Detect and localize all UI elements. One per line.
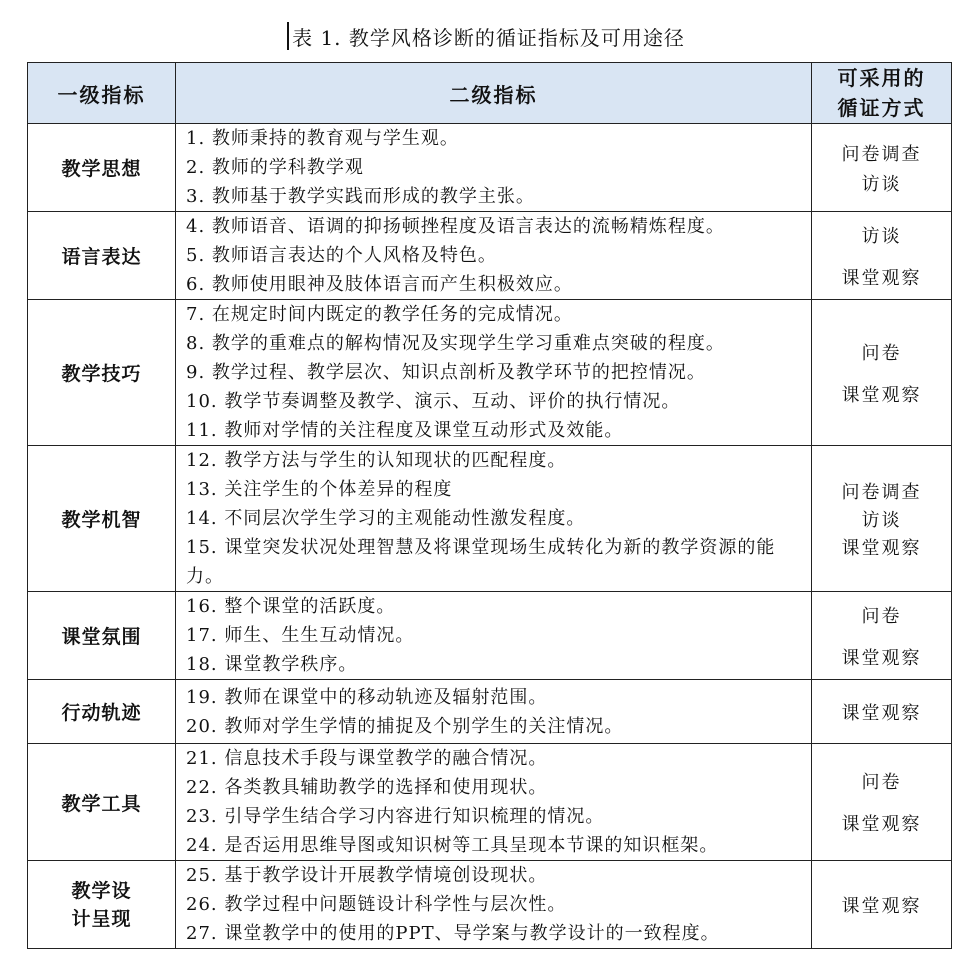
level2-cell: [176, 212, 812, 300]
indicator-item: 5. 教师语言表达的个人风格及特色。: [186, 245, 497, 266]
level1-cell: [28, 861, 176, 949]
method-item: 课堂观察: [841, 814, 922, 835]
level1-cell: 教学机智: [28, 446, 176, 592]
table-row: [28, 124, 952, 212]
method-item: 访谈: [861, 509, 902, 531]
indicator-item: 21. 信息技术手段与课堂教学的融合情况。: [186, 748, 548, 769]
indicator-item: 27. 课堂教学中的使用的PPT、导学案与教学设计的一致程度。: [186, 923, 720, 944]
indicator-item: 25. 基于教学设计开展教学情境创设现状。: [186, 865, 548, 886]
table-row: [28, 744, 952, 861]
text-cursor: [287, 22, 289, 50]
indicator-item: 23. 引导学生结合学习内容进行知识梳理的情况。: [186, 806, 605, 827]
method-item: 课堂观察: [841, 647, 922, 669]
table-row: [28, 300, 952, 446]
header-level1: 一级指标: [28, 63, 176, 124]
method-item: 访谈: [861, 225, 902, 247]
header-row: [28, 63, 952, 124]
header-method-line2: 循证方式: [837, 96, 926, 120]
indicator-item: 19. 教师在课堂中的移动轨迹及辐射范围。: [186, 686, 548, 708]
level1-cell: 课堂氛围: [28, 592, 176, 680]
method-cell: [812, 744, 952, 861]
method-item: 问卷: [861, 772, 902, 793]
method-item: 课堂观察: [841, 537, 922, 559]
indicator-item: 20. 教师对学生学情的捕捉及个别学生的关注情况。: [186, 715, 624, 737]
method-cell: [812, 446, 952, 592]
level2-cell: [176, 300, 812, 446]
indicator-item: 12. 教学方法与学生的认知现状的匹配程度。: [186, 450, 567, 471]
level2-cell: [176, 861, 812, 949]
method-item: 问卷: [861, 605, 902, 627]
method-item: 问卷调查: [841, 481, 922, 503]
indicator-item: 11. 教师对学情的关注程度及课堂互动形式及效能。: [186, 420, 624, 441]
level2-cell: [176, 124, 812, 212]
table-row: [28, 592, 952, 680]
level2-cell: [176, 592, 812, 680]
method-cell: [812, 680, 952, 744]
indicator-item: 10. 教学节奏调整及教学、演示、互动、评价的执行情况。: [186, 391, 681, 412]
indicator-item: 16. 整个课堂的活跃度。: [186, 596, 396, 617]
level2-cell: [176, 446, 812, 592]
method-item: 课堂观察: [841, 895, 922, 917]
level1-cell: 语言表达: [28, 212, 176, 300]
level1-cell: 教学技巧: [28, 300, 176, 446]
indicator-table: [27, 62, 952, 949]
indicator-item: 24. 是否运用思维导图或知识树等工具呈现本节课的知识框架。: [186, 835, 719, 856]
method-cell: [812, 861, 952, 949]
method-cell: [812, 300, 952, 446]
level2-cell: [176, 680, 812, 744]
indicator-item: 26. 教学过程中问题链设计科学性与层次性。: [186, 894, 567, 915]
indicator-item: 17. 师生、生生互动情况。: [186, 625, 415, 646]
level1-line: 计呈现: [71, 907, 132, 930]
indicator-item: 9. 教学过程、教学层次、知识点剖析及教学环节的把控情况。: [186, 362, 706, 383]
level1-line: 教学设: [71, 879, 132, 902]
method-item: 问卷调查: [841, 143, 922, 165]
level1-cell: 教学思想: [28, 124, 176, 212]
caption-text: 表 1. 教学风格诊断的循证指标及可用途径: [292, 25, 685, 50]
method-item: 课堂观察: [841, 384, 922, 406]
table-row: [28, 212, 952, 300]
indicator-item: 8. 教学的重难点的解构情况及实现学生学习重难点突破的程度。: [186, 333, 725, 354]
indicator-item: 6. 教师使用眼神及肢体语言而产生积极效应。: [186, 274, 573, 295]
method-item: 课堂观察: [841, 267, 922, 289]
level1-cell: 行动轨迹: [28, 680, 176, 744]
header-level2: 二级指标: [176, 63, 812, 124]
indicator-item: 4. 教师语音、语调的抑扬顿挫程度及语言表达的流畅精炼程度。: [186, 216, 725, 237]
indicator-item: 18. 课堂教学秩序。: [186, 654, 358, 675]
indicator-item: 3. 教师基于教学实践而形成的教学主张。: [186, 186, 535, 207]
header-method: [812, 63, 952, 124]
indicator-item: 13. 关注学生的个体差异的程度: [186, 479, 453, 500]
indicator-item: 1. 教师秉持的教育观与学生观。: [186, 128, 459, 149]
method-item: 课堂观察: [841, 702, 922, 724]
method-item: 问卷: [861, 342, 902, 364]
indicator-item: 22. 各类教具辅助教学的选择和使用现状。: [186, 777, 548, 798]
indicator-item: 14. 不同层次学生学习的主观能动性激发程度。: [186, 508, 586, 529]
method-cell: [812, 592, 952, 680]
indicator-item: 2. 教师的学科教学观: [186, 157, 364, 178]
table-row: [28, 680, 952, 744]
table-caption: [0, 16, 972, 56]
method-cell: [812, 212, 952, 300]
header-method-line1: 可采用的: [837, 66, 926, 90]
level1-cell: 教学工具: [28, 744, 176, 861]
method-cell: [812, 124, 952, 212]
table-row: [28, 446, 952, 592]
table-row: [28, 861, 952, 949]
level2-cell: [176, 744, 812, 861]
method-item: 访谈: [861, 173, 902, 195]
indicator-item: 7. 在规定时间内既定的教学任务的完成情况。: [186, 304, 573, 325]
indicator-item: 15. 课堂突发状况处理智慧及将课堂现场生成转化为新的教学资源的能力。: [186, 537, 776, 587]
